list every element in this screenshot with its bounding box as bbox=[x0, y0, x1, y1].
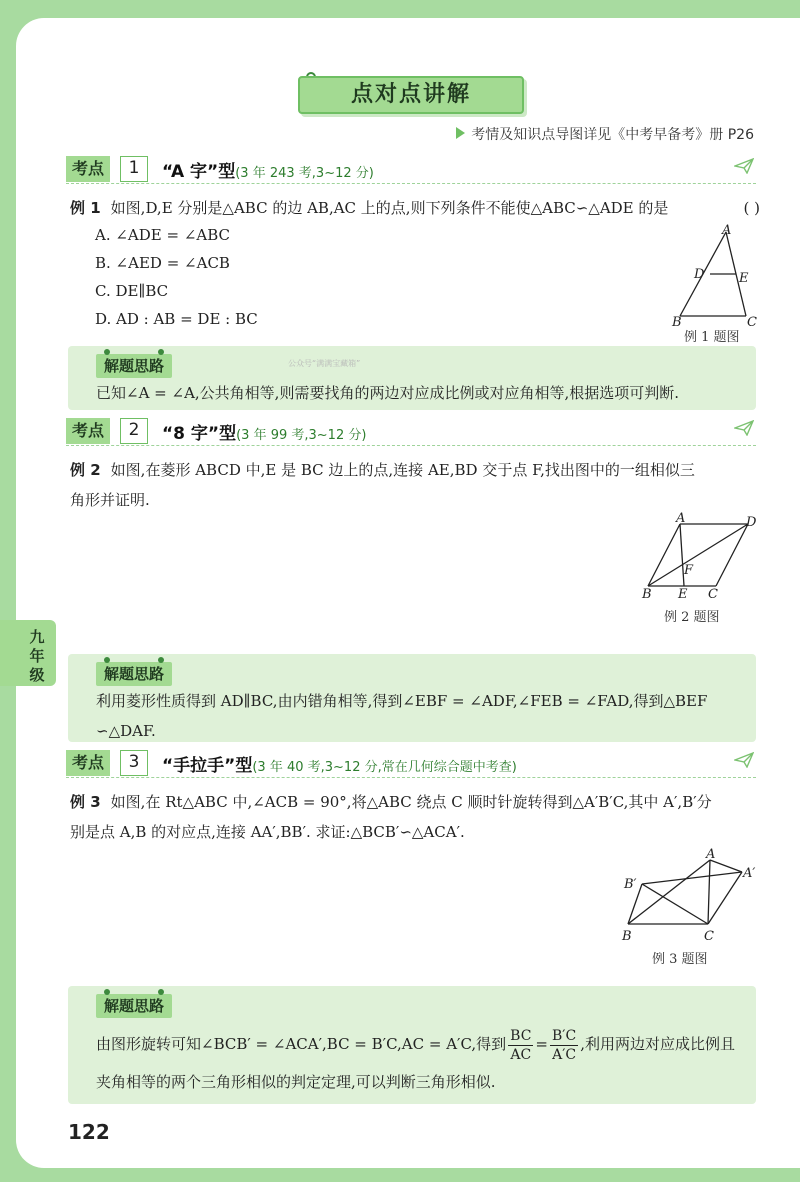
think-box-3 bbox=[68, 986, 756, 1104]
paper-plane-icon bbox=[734, 158, 754, 174]
kp-number: 3 bbox=[120, 750, 148, 776]
example-3-caption: 例 3 题图 bbox=[652, 952, 708, 967]
play-arrow-icon bbox=[456, 127, 465, 139]
point-label-b-prime: B′ bbox=[624, 877, 637, 892]
knowledge-point-3-header bbox=[66, 750, 756, 778]
point-label-d: D bbox=[694, 267, 705, 282]
point-label-b: B bbox=[622, 929, 632, 944]
kp-number: 2 bbox=[120, 418, 148, 444]
kp-title: “A 字”型(3 年 243 考,3~12 分) bbox=[162, 162, 374, 182]
point-label-a: A bbox=[706, 847, 716, 862]
think-box-1 bbox=[68, 346, 756, 410]
example-2-caption: 例 2 题图 bbox=[664, 610, 720, 625]
point-label-b: B bbox=[672, 315, 682, 330]
example-3-figure bbox=[616, 846, 766, 946]
kp-title: “手拉手”型(3 年 40 考,3~12 分,常在几何综合题中考查) bbox=[162, 756, 517, 776]
point-label-a: A bbox=[676, 512, 686, 526]
point-label-d: D bbox=[746, 515, 757, 530]
point-label-b: B bbox=[642, 587, 652, 602]
kp-tag: 考点 bbox=[66, 156, 110, 182]
point-label-a: A bbox=[722, 223, 732, 238]
point-label-c: C bbox=[704, 929, 714, 944]
point-label-e: E bbox=[739, 271, 749, 286]
point-label-f: F bbox=[684, 563, 694, 578]
knowledge-point-1-header bbox=[66, 156, 756, 184]
example-1-stem: 例 1 如图,D,E 分别是△ABC 的边 AB,AC 上的点,则下列条件不能使△ABC∽△ADE 的是 ( ) bbox=[70, 199, 760, 217]
kp-number: 1 bbox=[120, 156, 148, 182]
page-number: 122 bbox=[68, 1120, 110, 1144]
think-text-2: 利用菱形性质得到 AD∥BC,由内错角相等,得到∠EBF = ∠ADF,∠FEB = ∠FAD,得到△BEF ∽△DAF. bbox=[96, 692, 708, 740]
fraction: $\frac{BC}{AC}$ bbox=[510, 1027, 532, 1063]
grade-side-tab: 九 年 级 bbox=[0, 620, 56, 686]
option-d: D. AD : AB = DE : BC bbox=[95, 310, 258, 328]
watermark: 公众号“满满宝藏箱” bbox=[288, 359, 361, 368]
option-b: B. ∠AED = ∠ACB bbox=[95, 254, 230, 272]
think-label: 解题思路 bbox=[96, 354, 172, 378]
example-1-figure bbox=[660, 222, 770, 330]
kp-tag: 考点 bbox=[66, 418, 110, 444]
example-2-figure bbox=[636, 512, 766, 602]
point-label-a-prime: A′ bbox=[743, 866, 756, 881]
example-3-stem: 例 3 如图,在 Rt△ABC 中,∠ACB = 90°,将△ABC 绕点 C 顺时针旋转得到△A′B′C,其中 A′,B′分 别是点 A,B 的对应点,连接 AA′,BB′. 求证:△BCB′∽△ACA′. bbox=[70, 793, 712, 841]
example-2-stem: 例 2 如图,在菱形 ABCD 中,E 是 BC 边上的点,连接 AE,BD 交于点 F,找出图中的一组相似三 角形并证明. bbox=[70, 461, 695, 509]
option-a: A. ∠ADE = ∠ABC bbox=[95, 226, 231, 244]
point-label-c: C bbox=[708, 587, 718, 602]
point-label-e: E bbox=[678, 587, 688, 602]
think-label: 解题思路 bbox=[96, 662, 172, 686]
page-title: 点对点讲解 bbox=[298, 76, 524, 114]
knowledge-point-2-header bbox=[66, 418, 756, 446]
fraction: $\frac{B'C}{A'C}$ bbox=[552, 1027, 577, 1063]
paper-plane-icon bbox=[734, 420, 754, 436]
think-text-1: 已知∠A = ∠A,公共角相等,则需要找角的两边对应成比例或对应角相等,根据选项可判断. bbox=[96, 384, 679, 402]
kp-title: “8 字”型(3 年 99 考,3~12 分) bbox=[162, 424, 367, 444]
paper-plane-icon bbox=[734, 752, 754, 768]
think-label: 解题思路 bbox=[96, 994, 172, 1018]
option-c: C. DE∥BC bbox=[95, 282, 169, 300]
example-1-caption: 例 1 题图 bbox=[684, 330, 740, 345]
kp-tag: 考点 bbox=[66, 750, 110, 776]
point-label-c: C bbox=[747, 315, 757, 330]
reference-note: 考情及知识点导图详见《中考早备考》册 P26 bbox=[456, 124, 754, 144]
think-box-2 bbox=[68, 654, 756, 742]
think-text-3: 由图形旋转可知∠BCB′ = ∠ACA′,BC = B′C,AC = A′C,得到 $\frac{BC}{AC}$ = $\frac{B'C}{A'C}$ ,利用两边对应成比例且 夹角相等的两个三角形相似的判定定理,可以判断三角形相似. bbox=[96, 1027, 735, 1091]
